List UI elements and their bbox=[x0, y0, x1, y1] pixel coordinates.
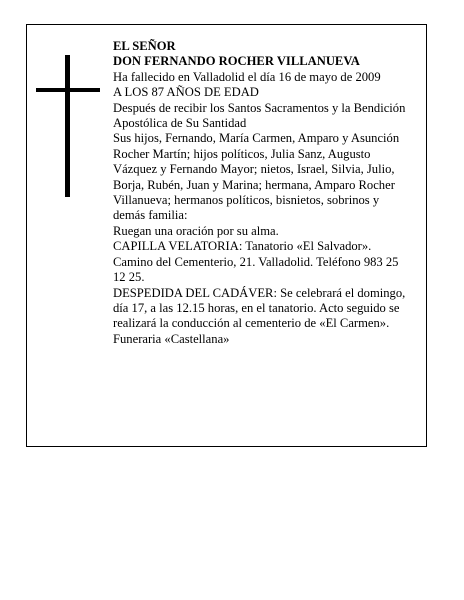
notice-title: EL SEÑOR bbox=[113, 39, 176, 53]
prayer-line: Ruegan una oración por su alma. bbox=[113, 223, 279, 238]
notice-text bbox=[113, 39, 409, 347]
cross-horizontal-bar bbox=[36, 88, 100, 92]
farewell-line: DESPEDIDA DEL CADÁVER: Se celebrará el domingo, día 17, a las 12.15 horas, en el tanatorio. Acto seguido se realizará la conducción al cementerio de «El Carmen». bbox=[113, 285, 406, 331]
age-line: A LOS 87 AÑOS DE EDAD bbox=[113, 85, 259, 100]
funeral-home-line: Funeraria «Castellana» bbox=[113, 331, 230, 346]
family-line: Sus hijos, Fernando, María Carmen, Amparo y Asunción Rocher Martín; hijos políticos, Julia Sanz, Augusto Vázquez y Fernando Mayor; nietos, Israel, Silvia, Julio, Borja, Rubén, Juan y Marina; hermana, Amparo Rocher Villanueva; hermanos políticos, bisnietos, sobrinos y demás familia: bbox=[113, 131, 400, 223]
death-line: Ha fallecido en Valladolid el día 16 de mayo de 2009 bbox=[113, 69, 381, 84]
deceased-name: DON FERNANDO ROCHER VILLANUEVA bbox=[113, 54, 360, 69]
chapel-line: CAPILLA VELATORIA: Tanatorio «El Salvador». Camino del Cementerio, 21. Valladolid. Teléfono 983 25 12 25. bbox=[113, 239, 399, 285]
cross-vertical-bar bbox=[65, 55, 70, 197]
sacraments-line: Después de recibir los Santos Sacramentos y la Bendición Apostólica de Su Santidad bbox=[113, 100, 406, 131]
cross-icon bbox=[36, 55, 100, 197]
